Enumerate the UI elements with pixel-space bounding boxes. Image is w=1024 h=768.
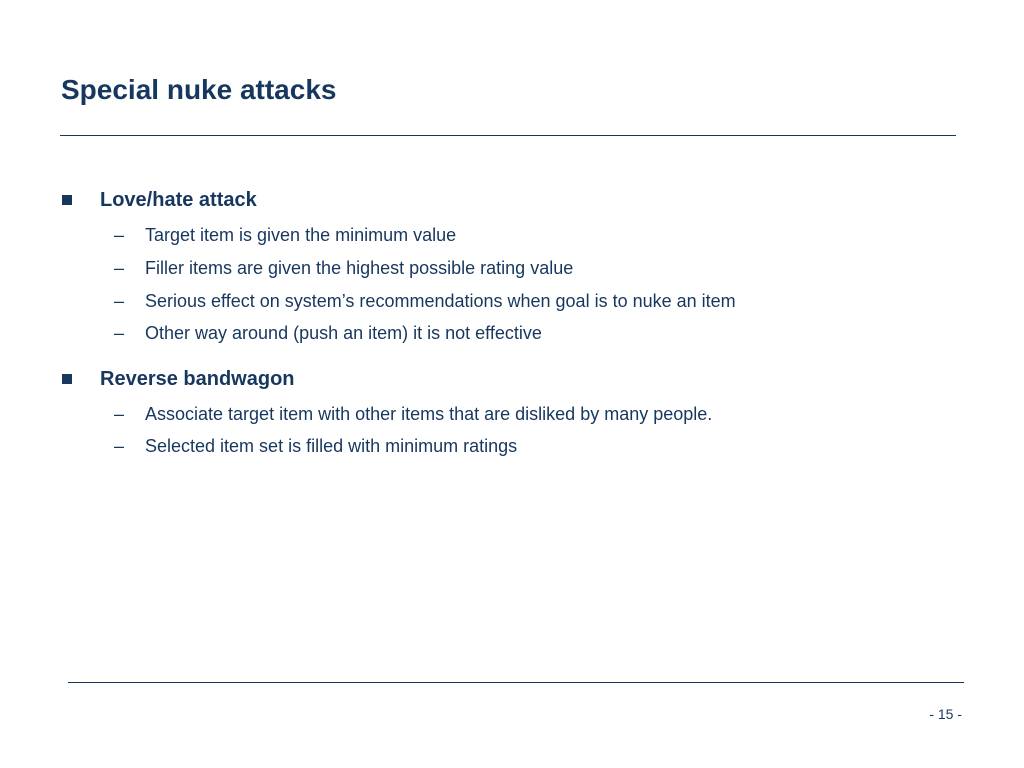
footer-divider xyxy=(68,682,964,683)
list-item-text: Associate target item with other items that are disliked by many people. xyxy=(145,404,713,424)
list-item xyxy=(0,222,1024,248)
page-number: - 15 - xyxy=(929,706,962,722)
list-item xyxy=(0,255,1024,281)
list-item xyxy=(0,320,1024,346)
dash-icon: – xyxy=(114,323,125,343)
dash-icon: – xyxy=(114,436,125,456)
section-title-reverse-bandwagon: Reverse bandwagon xyxy=(100,368,295,390)
square-bullet-icon xyxy=(62,195,72,205)
slide-title: Special nuke attacks xyxy=(61,74,337,105)
section-title-love-hate-attack: Love/hate attack xyxy=(100,189,257,211)
dash-icon: – xyxy=(114,258,125,278)
list-item-text: Filler items are given the highest possible rating value xyxy=(145,258,574,278)
list-item-text: Serious effect on system’s recommendations when goal is to nuke an item xyxy=(145,291,736,311)
list-item-text: Other way around (push an item) it is not effective xyxy=(145,323,542,343)
dash-icon: – xyxy=(114,225,125,245)
list-item-text: Selected item set is filled with minimum ratings xyxy=(145,436,518,456)
dash-icon: – xyxy=(114,404,125,424)
square-bullet-icon xyxy=(62,374,72,384)
list-item xyxy=(0,433,1024,459)
list-item xyxy=(0,401,1024,427)
list-item xyxy=(0,288,1024,314)
list-item-text: Target item is given the minimum value xyxy=(145,225,457,245)
dash-icon: – xyxy=(114,291,125,311)
